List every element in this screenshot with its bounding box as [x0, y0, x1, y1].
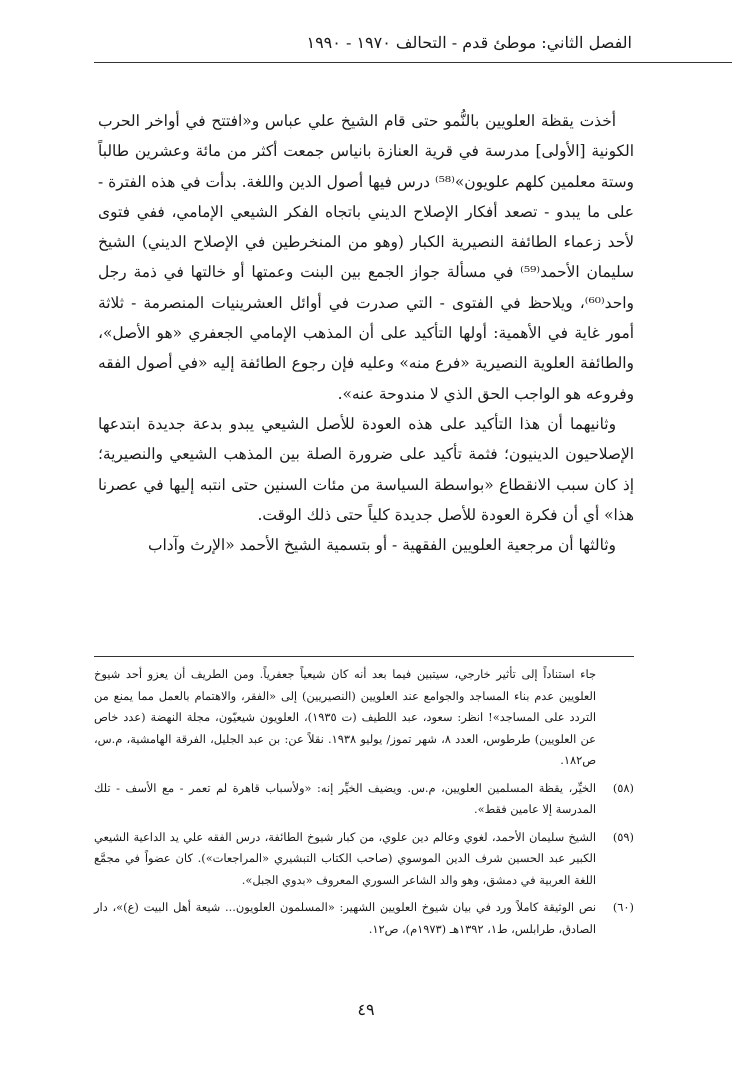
footnotes	[94, 664, 634, 946]
header-divider	[94, 62, 732, 63]
main-text	[98, 106, 634, 560]
paragraph: وثانيهما أن هذا التأكيد على هذه العودة للأصل الشيعي يبدو بدعة جديدة ابتدعها الإصلاحيون الدينيون؛ فثمة تأكيد على ضرورة الصلة بين المذهب الشيعي والنصيرية؛ إذ كان سبب الانقطاع «بواسطة السياسة من مئات السنين حتى انتبه إليها في عصرنا هذا» أي أن فكرة العودة للأصل جديدة كلياً حتى ذلك الوقت.	[98, 414, 634, 524]
footnote-continuation	[94, 664, 634, 772]
footnote-text: نص الوثيقة كاملاً ورد في بيان شيوخ العلويين الشهير: «المسلمون العلويون... شيعة أهل البيت (ع)»، دار الصادق، طرابلس، ط١، ١٣٩٢هـ (١٩٧٣م)، ص١٢.	[94, 900, 596, 936]
page-number: ٤٩	[357, 1000, 375, 1019]
footnote-number: (٥٨)	[612, 780, 634, 795]
paragraph: أخذت يقظة العلويين بالنُّمو حتى قام الشيخ علي عباس و«افتتح في أواخر الحرب الكونية [الأولى] مدرسة في قرية العنازة بانياس جمعت أكثر من مائة وعشرين طالباً وستة معلمين كلهم علويون»⁽⁵⁸⁾ درس فيها أصول الدين واللغة. بدأت في هذه الفترة - على ما يبدو - تصعد أفكار الإصلاح الديني باتجاه الفكر الشيعي الإمامي، ففي فتوى لأحد زعماء الطائفة النصيرية الكبار (وهو من المنخرطين في الإصلاح الديني) الشيخ سليمان الأحمد⁽⁵⁹⁾ في مسألة جواز الجمع بين البنت وعمتها أو خالتها في ذمة رجل واحد⁽⁶⁰⁾، ويلاحظ في الفتوى - التي صدرت في أوائل العشرينيات المنصرمة - ثلاثة أمور غاية في الأهمية: أولها التأكيد على أن المذهب الإمامي الجعفري «هو الأصل»، والطائفة العلوية النصيرية «فرع منه» وعليه فإن رجوع الطائفة إليه «في أصول الفقه وفروعه هو الواجب الحق الذي لا مندوحة عنه».	[98, 112, 634, 403]
footnote-text: جاء استناداً إلى تأثير خارجي، سيتبين فيما بعد أنه كان شيعياً جعفرياً. ومن الطريف أن يعزو أحد شيوخ العلويين عدم بناء المساجد والجوامع عند العلويين (النصيريين) إلى «الفقر، والاهتمام بالعمل مما يمنع من التردد على المساجد»! انظر: سعود، عبد اللطيف (ت ١٩٣٥)، العلويون شيعيّون، مجلة النهضة (عدد خاص عن العلويين) طرطوس، العدد ٨، شهر تموز/ يوليو ١٩٣٨. نقلاً عن: بن عبد الجليل، الفرقة الهامشية، م.س، ص١٨٢.	[94, 667, 597, 767]
footnote-59	[94, 827, 634, 892]
footnote-58	[94, 778, 634, 821]
footnote-text: الخيِّر، يقظة المسلمين العلويين، م.س. ويضيف الخيِّر إنه: «ولأسباب قاهرة لم تعمر - مع الأسف - تلك المدرسة إلا عامين فقط».	[94, 780, 596, 816]
footnote-divider	[94, 656, 634, 657]
paragraph: وثالثها أن مرجعية العلويين الفقهية - أو بتسمية الشيخ الأحمد «الإرث وآداب	[148, 536, 616, 555]
footnote-number: (٥٩)	[612, 829, 634, 844]
running-header: الفصل الثاني: موطئ قدم - التحالف ١٩٧٠ - ١٩٩٠	[306, 33, 632, 52]
footnote-60	[94, 897, 634, 940]
footnote-text: الشيخ سليمان الأحمد، لغوي وعالم دين علوي، من كبار شيوخ الطائفة، درس الفقه علي يد الداعية الشيعي الكبير عبد الحسين شرف الدين الموسوي (صاحب الكتاب التبشيري «المراجعات»). كان عضواً في مجمَّع اللغة العربية في دمشق، وهو والد الشاعر السوري المعروف «بدوي الجبل».	[94, 829, 596, 887]
footnote-number: (٦٠)	[612, 900, 634, 914]
